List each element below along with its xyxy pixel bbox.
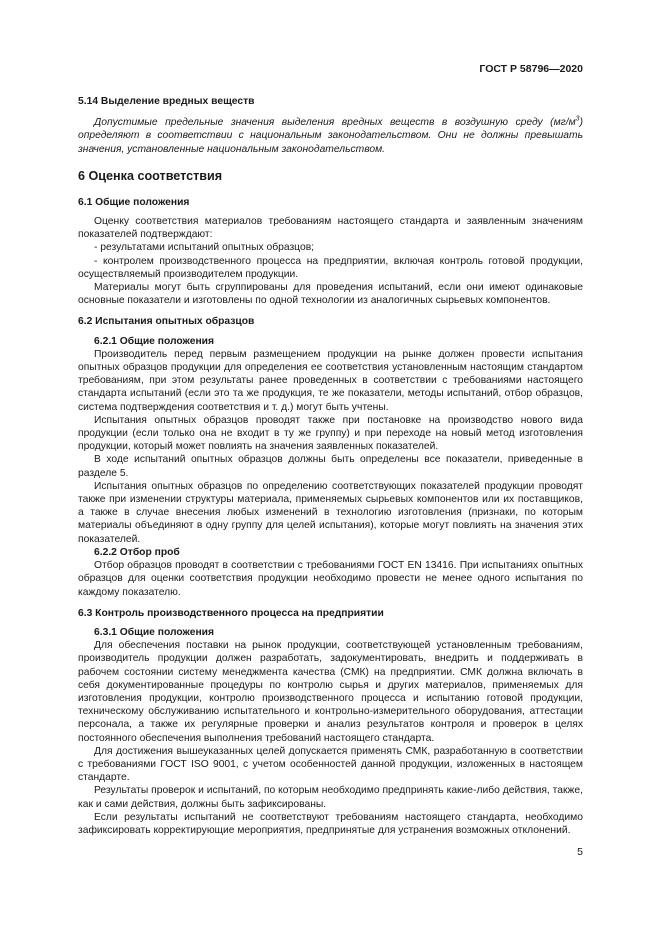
section-6-1-list-item-2: - контролем производственного процесса на предприятии, включая контроль готовой продукции, осуществляемый производителем продукции. <box>78 255 583 280</box>
section-5-14-title: 5.14 Выделение вредных веществ <box>78 96 255 107</box>
section-6-2-1-title: 6.2.1 Общие положения <box>94 335 214 347</box>
section-6-2-1-paragraph-2: Испытания опытных образцов проводят также при постановке на производство нового вида продукции (если только она не входит в ту же группу) и при переходе на новый метод изготовления продукции, который может повлиять на значения заявленных показателей. <box>78 414 583 453</box>
section-6-2-2-paragraph: Отбор образцов проводят в соответствии с требованиями ГОСТ EN 13416. При испытаниях опытных образцов для оценки соответствия продукции необходимо провести не менее одного испытания по каждому показателю. <box>78 560 583 598</box>
section-6-3-1-paragraph-3: Результаты проверок и испытаний, по которым необходимо предпринять какие-либо действия, также, как и сами действия, должны быть зафиксированы. <box>78 785 583 810</box>
page-content <box>78 95 583 837</box>
section-6-3-1-paragraph-4: Если результаты испытаний не соответствуют требованиям настоящего стандарта, необходимо зафиксировать корректирующие мероприятия, предпринятые для устранения возможных отклонений. <box>78 811 583 836</box>
section-6-2-2-title: 6.2.2 Отбор проб <box>94 546 180 558</box>
document-header: ГОСТ Р 58796—2020 <box>479 63 583 75</box>
section-6-1-paragraph-2: Материалы могут быть сгруппированы для проведения испытаний, если они имеют одинаковые основные показатели и изготовлены по одной технологии из аналогичных сырьевых компонентов. <box>78 282 583 307</box>
section-6-1-title: 6.1 Общие положения <box>78 196 190 208</box>
section-6-3-1-paragraph-1: Для обеспечения поставки на рынок продукции, соответствующей установленным требованиям, производитель продукции должен разработать, задокументировать, внедрить и поддерживать в рабочем состоянии систему менеджмента качества (СМК) на предприятии. СМК должна включать в себя документированные процедуры по контролю сырья и других материалов, применяемых для изготовления продукции, контролю производственного процесса и испытанию готовой продукции, техническому обслуживанию испытательного и контрольно-измерительного оборудования, аттестации персонала, а также их регулярные проверки и анализ результатов контроля и проверок в целях постоянного обеспечения выполнения требований настоящего стандарта. <box>78 640 583 744</box>
section-6-3-title: 6.3 Контроль производственного процесса на предприятии <box>78 607 384 619</box>
section-6-3-1-paragraph-2: Для достижения вышеуказанных целей допускается применять СМК, разработанную в соответствии с требованиями ГОСТ ISO 9001, с учетом особенностей данной продукции, изложенных в настоящем стандарте. <box>78 745 583 784</box>
section-6-2-1-paragraph-1: Производитель перед первым размещением продукции на рынке должен провести испытания опытных образцов продукции для определения ее соответствия установленным настоящим стандартом требованиям, при этом результаты ранее проведенных в соответствии с требованиями настоящего стандарта испытаний (если это та же продукция, те же показатели, методы испытаний, отбор образцов, система подтверждения соответствия и т. д.) могут быть учтены. <box>78 348 583 413</box>
section-6-2-title: 6.2 Испытания опытных образцов <box>78 316 255 328</box>
section-6-1-paragraph-1: Оценку соответствия материалов требованиям настоящего стандарта и заявленным значениям показателей подтверждают: <box>78 216 583 241</box>
section-6-1-list-item-1: - результатами испытаний опытных образцов; <box>94 242 315 254</box>
section-5-14-paragraph: Допустимые предельные значения выделения вредных веществ в воздушную среду $(мг/м^3)$ определяют в соответствии с национальным законодательством. Они не должны превышать значения, установленные национальным законодательством. <box>78 115 583 155</box>
section-6-2-1-paragraph-4: Испытания опытных образцов по определению соответствующих показателей продукции проводят также при изменении структуры материала, применяемых сырьевых компонентов или их поставщиков, а также в случае внесения любых изменений в технологию изготовления (признаки, по которым материалы объединяют в одну группу для целей испытания), которые могут повлиять на значения этих показателей. <box>78 480 583 545</box>
page-number: 5 <box>577 846 583 858</box>
section-6-2-1-paragraph-3: В ходе испытаний опытных образцов должны быть определены все показатели, приведенные в разделе 5. <box>78 454 583 479</box>
section-6-title: 6 Оценка соответствия <box>78 168 223 183</box>
section-6-3-1-title: 6.3.1 Общие положения <box>94 626 214 638</box>
